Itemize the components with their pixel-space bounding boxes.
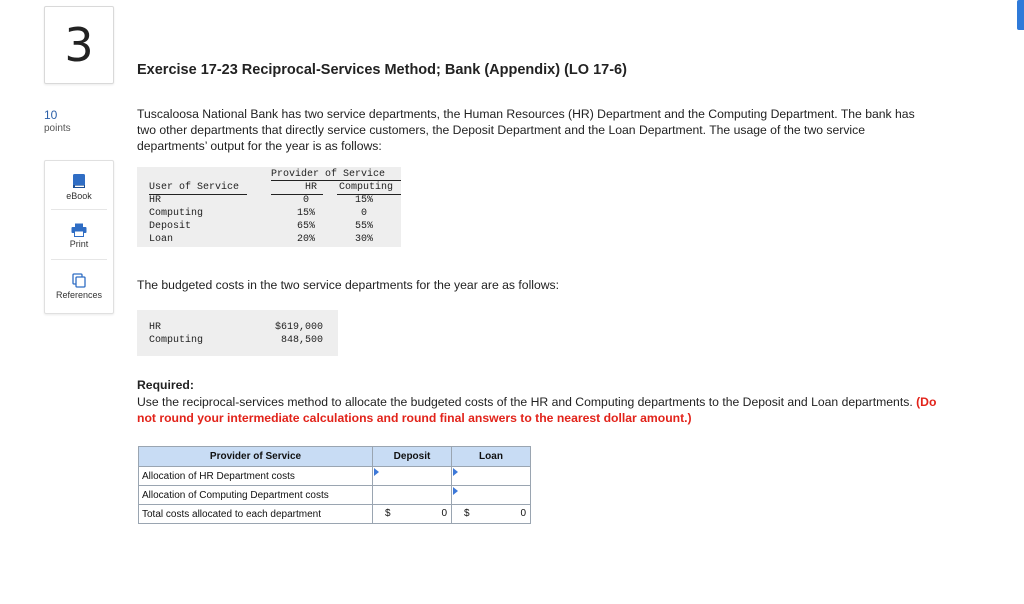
computing-loan-input[interactable]	[452, 486, 531, 505]
rounding-note: (Do not round your intermediate calculations and round final answers to the nearest dollar amount.)	[137, 395, 937, 425]
references-button[interactable]	[45, 273, 113, 300]
budget-amount: $619,000	[274, 322, 323, 333]
ebook-label: eBook	[66, 191, 92, 201]
usage-row-computing: 15%	[354, 195, 373, 206]
row-label-total: Total costs allocated to each department	[139, 505, 373, 524]
points-label: points	[44, 123, 71, 134]
row-label-hr-allocation: Allocation of HR Department costs	[139, 467, 373, 486]
tools-panel	[44, 160, 114, 314]
usage-table	[137, 167, 401, 247]
computing-col-header: Computing	[339, 182, 394, 193]
required-heading: Required:	[137, 378, 194, 392]
scroll-handle[interactable]	[1017, 0, 1024, 30]
intro-paragraph: Tuscaloosa National Bank has two service departments, the Human Resources (HR) Department and the Computing Department. The bank has two other departments that directly service customers, the Deposit Department and the Loan Department. The usage of the two service departments’ output for the year is as follows:	[137, 107, 915, 153]
usage-row-hr: 20%	[296, 234, 315, 245]
total-loan-value: 0	[520, 508, 526, 519]
header-underline	[271, 180, 401, 181]
input-marker-icon	[374, 468, 379, 476]
user-header: User of Service	[149, 182, 240, 193]
required-instructions: Use the reciprocal-services method to allocate the budgeted costs of the HR and Computing departments to the Deposit and Loan departments.	[137, 395, 913, 409]
total-deposit-cell	[373, 505, 452, 524]
usage-row-user: HR	[149, 195, 162, 206]
header-underline	[149, 194, 247, 195]
usage-row-user: Deposit	[149, 221, 192, 232]
budget-intro: The budgeted costs in the two service departments for the year are as follows:	[137, 278, 560, 292]
input-marker-icon	[453, 487, 458, 495]
question-number: 3	[44, 6, 114, 84]
currency-symbol: $	[385, 508, 391, 519]
budget-table	[137, 310, 338, 356]
book-icon	[72, 173, 86, 189]
answer-table	[138, 446, 531, 524]
usage-row-hr: 0	[302, 195, 309, 206]
exercise-title: Exercise 17-23 Reciprocal-Services Method; Bank (Appendix) (LO 17-6)	[137, 62, 627, 78]
currency-symbol: $	[464, 508, 470, 519]
tool-divider	[51, 259, 107, 260]
total-deposit-value: 0	[441, 508, 447, 519]
total-loan-cell	[452, 505, 531, 524]
print-button[interactable]	[45, 223, 113, 249]
hr-deposit-input[interactable]	[373, 467, 452, 486]
budget-label: HR	[149, 322, 162, 333]
printer-icon	[71, 223, 87, 237]
loan-header: Loan	[452, 447, 531, 467]
usage-row-user: Loan	[149, 234, 174, 245]
usage-row-computing: 55%	[354, 221, 373, 232]
references-label: References	[55, 290, 103, 300]
required-text	[137, 394, 937, 426]
input-marker-icon	[453, 468, 458, 476]
points-value: 10	[44, 108, 58, 122]
deposit-header: Deposit	[373, 447, 452, 467]
hr-loan-input[interactable]	[452, 467, 531, 486]
usage-row-hr: 15%	[296, 208, 315, 219]
ebook-button[interactable]	[45, 173, 113, 201]
budget-label: Computing	[149, 335, 204, 346]
usage-row-hr: 65%	[296, 221, 315, 232]
usage-row-computing: 30%	[354, 234, 373, 245]
provider-header: Provider of Service	[139, 447, 373, 467]
budget-amount: 848,500	[280, 335, 323, 346]
tool-divider	[51, 209, 107, 210]
computing-deposit-input[interactable]	[373, 486, 452, 505]
print-label: Print	[69, 239, 89, 249]
hr-col-header: HR	[305, 182, 318, 193]
provider-group-header: Provider of Service	[271, 169, 386, 180]
row-label-computing-allocation: Allocation of Computing Department costs	[139, 486, 373, 505]
usage-row-computing: 0	[360, 208, 367, 219]
references-icon	[72, 273, 86, 288]
usage-row-user: Computing	[149, 208, 204, 219]
